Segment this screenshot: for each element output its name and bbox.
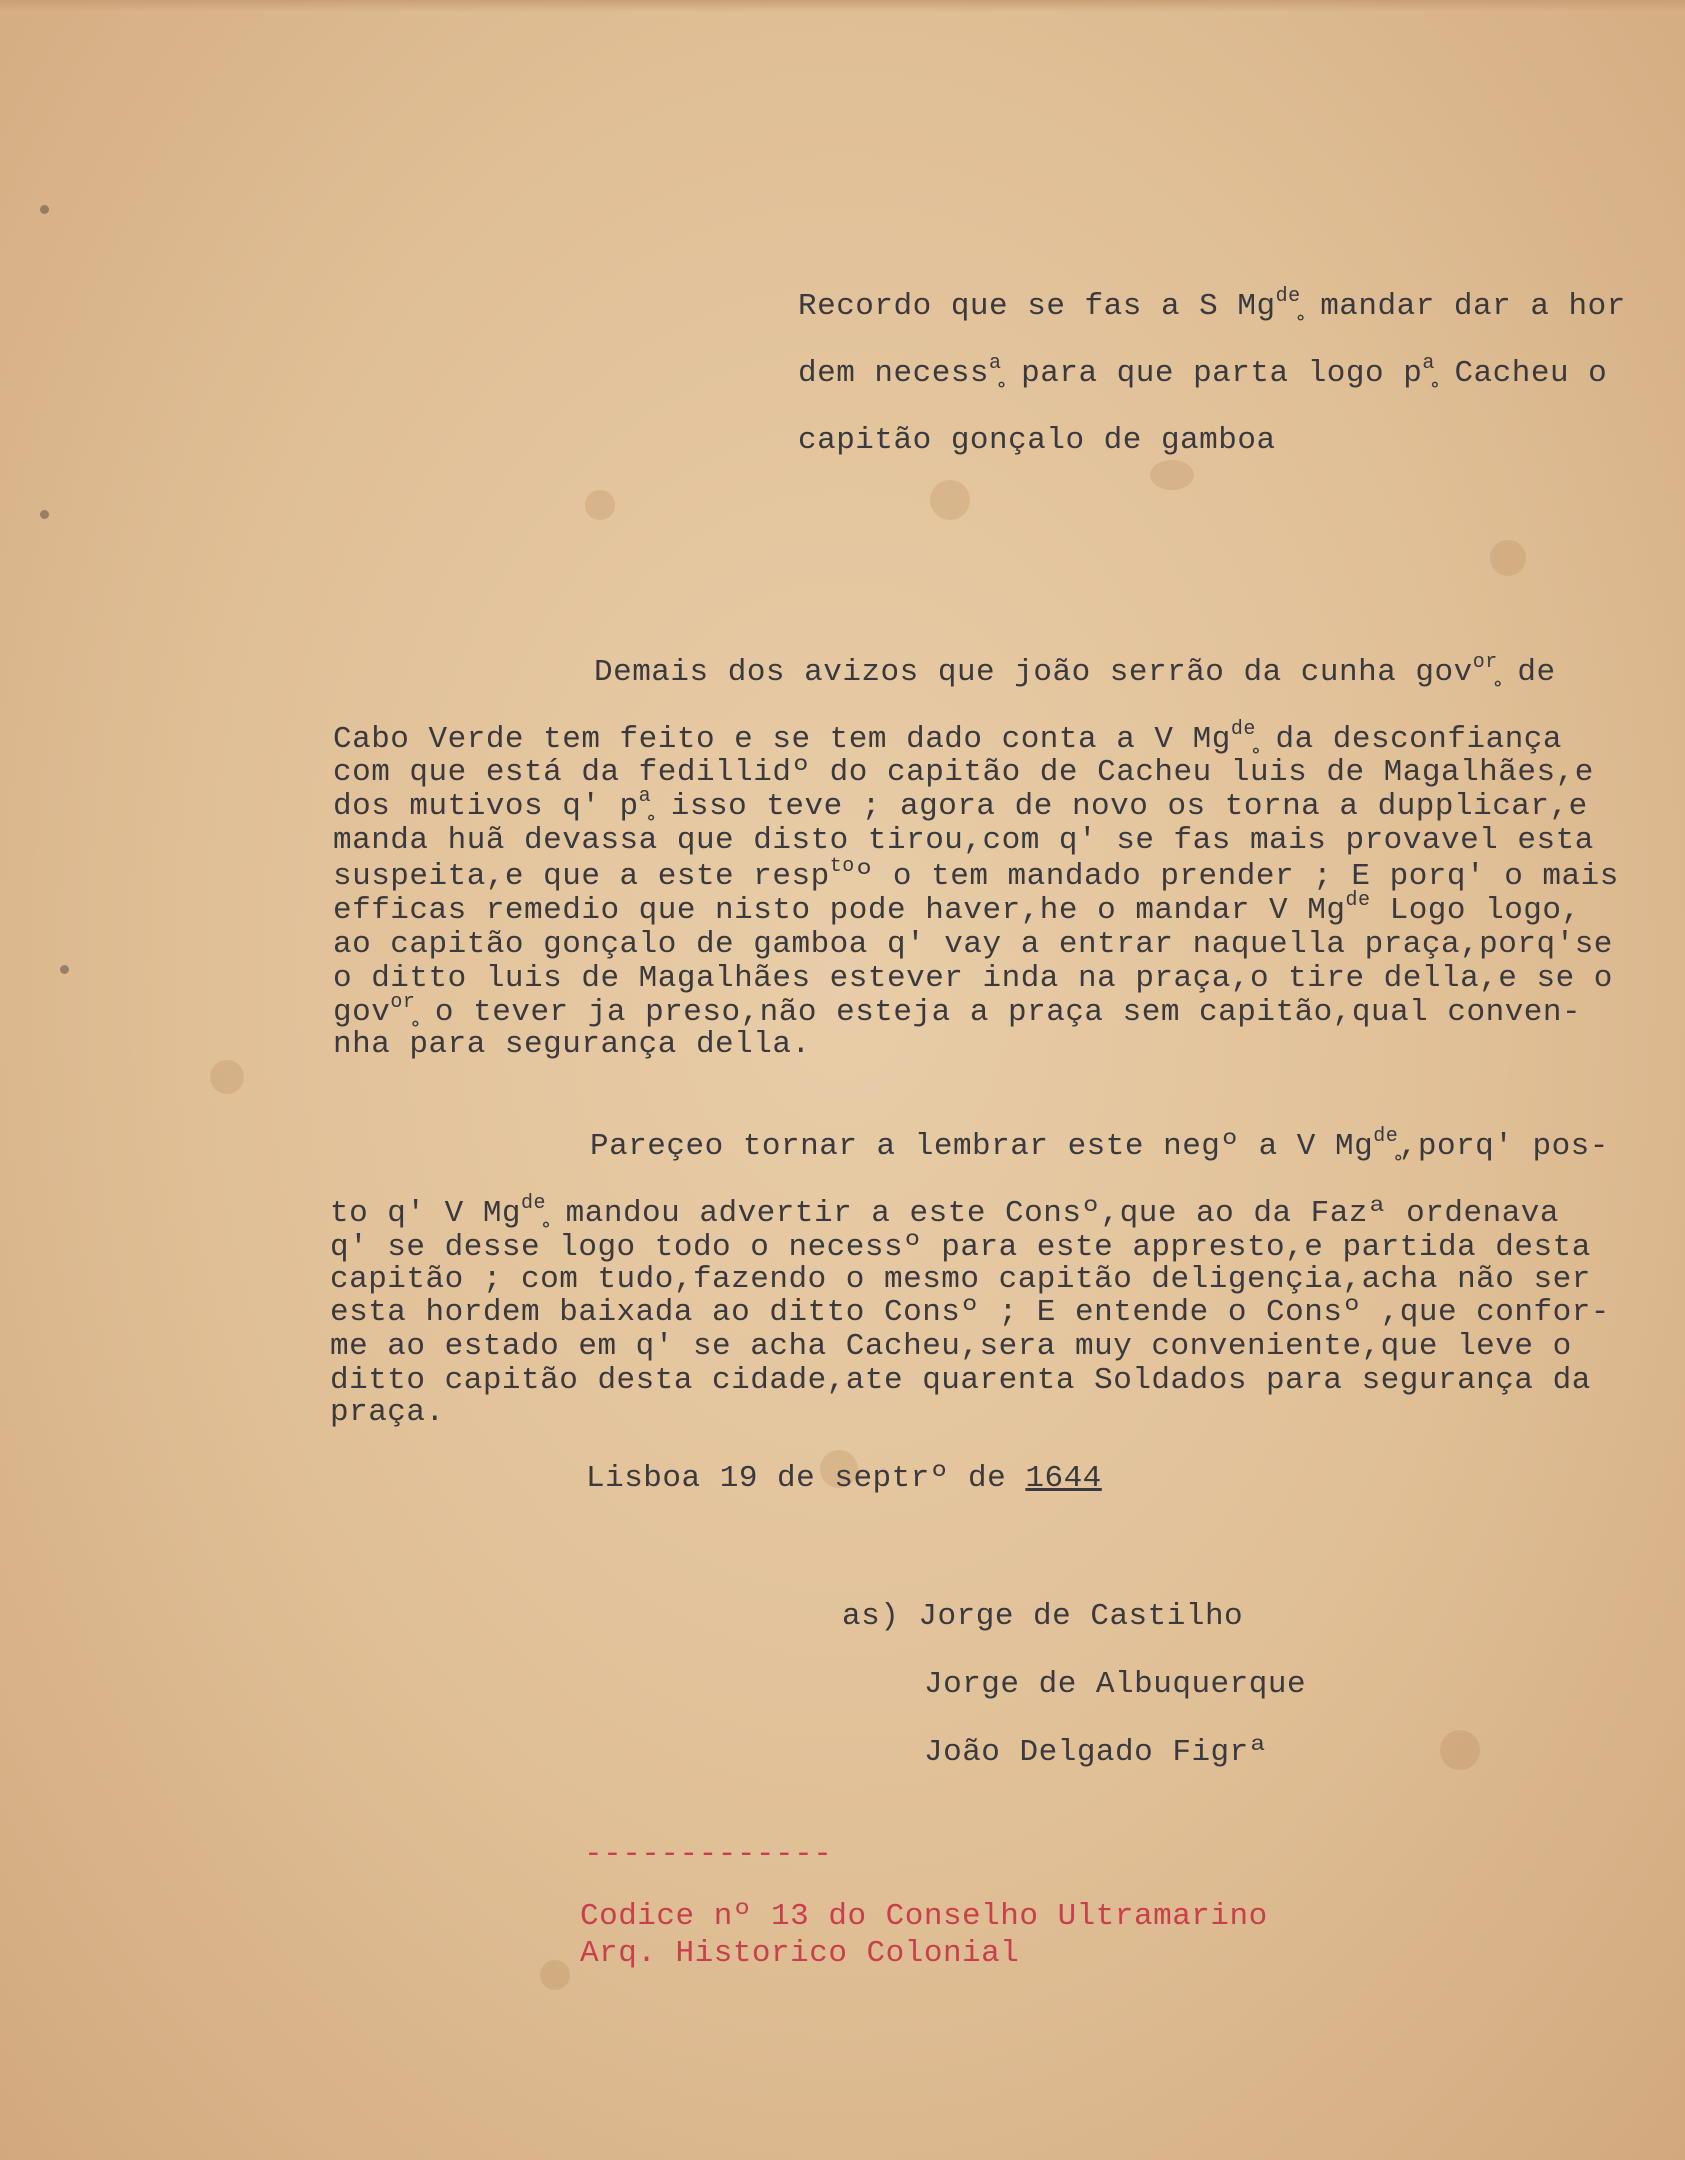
para1-line: suspeita,e que a este resp$^{to}$º o tem mandado prender ; E porq' o mais xyxy=(333,855,1619,894)
para2-line: ditto capitão desta cidade,ate quarenta Soldados para segurança da xyxy=(330,1363,1591,1398)
paper-edge xyxy=(0,0,1685,12)
dateline-year: 1644 xyxy=(1025,1461,1102,1496)
paper-stain xyxy=(930,480,970,520)
punch-mark xyxy=(60,965,69,974)
para1-line: dos mutivos q' $p^ḁ$ isso teve ; agora de novo os torna a dupplicar,e xyxy=(333,785,1588,824)
opening-line-1: Recordo que se fas a S $Mg^{de}̥$ mandar dar a hor xyxy=(798,285,1626,324)
opening-line-2: dem necess$^a$̥ para que parta logo $p^ḁ$ Cacheu o xyxy=(798,352,1608,391)
para1-line: com que está da fedillidº do capitão de Cacheu luis de Magalhães,e xyxy=(333,755,1594,790)
para1-line: gov$^{or}$̥ o tever ja preso,não esteja a praça sem capitão,qual conven- xyxy=(333,991,1582,1030)
para1-line: Cabo Verde tem feito e se tem dado conta a V $Mg^{de}̥$ da desconfiança xyxy=(333,718,1563,757)
paper-stain xyxy=(540,1960,570,1990)
paper-stain xyxy=(1150,460,1194,490)
signature-3: João Delgado Figrª xyxy=(924,1735,1268,1770)
paper-stain xyxy=(1440,1730,1480,1770)
paper-stain xyxy=(210,1060,244,1094)
para1-line: Demais dos avizos que joão serrão da cunha gov$^{or}$̥ de xyxy=(594,651,1556,690)
para2-line: Pareçeo tornar a lembrar este negº a V $Mg^{de}̥,porq'$ pos- xyxy=(590,1125,1609,1164)
para1-line: ao capitão gonçalo de gamboa q' vay a entrar naquella praça,porq'se xyxy=(333,927,1613,962)
para2-line: capitão ; com tudo,fazendo o mesmo capitão deligençia,acha não ser xyxy=(330,1262,1591,1297)
para2-line: to q' V $Mg^{de}̥$ mandou advertir a este Consº,que ao da Fazª ordenava xyxy=(330,1192,1560,1231)
para2-line: me ao estado em q' se acha Cacheu,sera muy conveniente,que leve o xyxy=(330,1329,1572,1364)
dateline: Lisboa 19 de septrº de 1644 xyxy=(586,1461,1102,1496)
punch-mark xyxy=(40,510,49,519)
archive-dashes: ------------- xyxy=(584,1837,833,1872)
paper-stain xyxy=(1490,540,1526,576)
para1-line: efficas remedio que nisto pode haver,he o mandar V $Mg^{de}$ Logo logo, xyxy=(333,889,1581,928)
opening-line-3: capitão gonçalo de gamboa xyxy=(798,423,1276,458)
para1-line: nha para segurança della. xyxy=(333,1027,811,1062)
signature-1: as) Jorge de Castilho xyxy=(842,1599,1244,1634)
para2-line: praça. xyxy=(330,1395,445,1430)
archive-note-line-2: Arq. Historico Colonial xyxy=(580,1936,1020,1971)
paper-stain xyxy=(585,490,615,520)
para1-line: o ditto luis de Magalhães estever inda na praça,o tire della,e se o xyxy=(333,961,1613,996)
para2-line: esta hordem baixada ao ditto Consº ; E entende o Consº ,que confor- xyxy=(330,1295,1610,1330)
para1-line: manda huã devassa que disto tirou,com q' se fas mais provavel esta xyxy=(333,823,1594,858)
signature-2: Jorge de Albuquerque xyxy=(924,1667,1307,1702)
archive-note-line-1: Codice nº 13 do Conselho Ultramarino xyxy=(580,1899,1268,1934)
para2-line: q' se desse logo todo o necessº para este appresto,e partida desta xyxy=(330,1230,1591,1265)
punch-mark xyxy=(40,205,49,214)
